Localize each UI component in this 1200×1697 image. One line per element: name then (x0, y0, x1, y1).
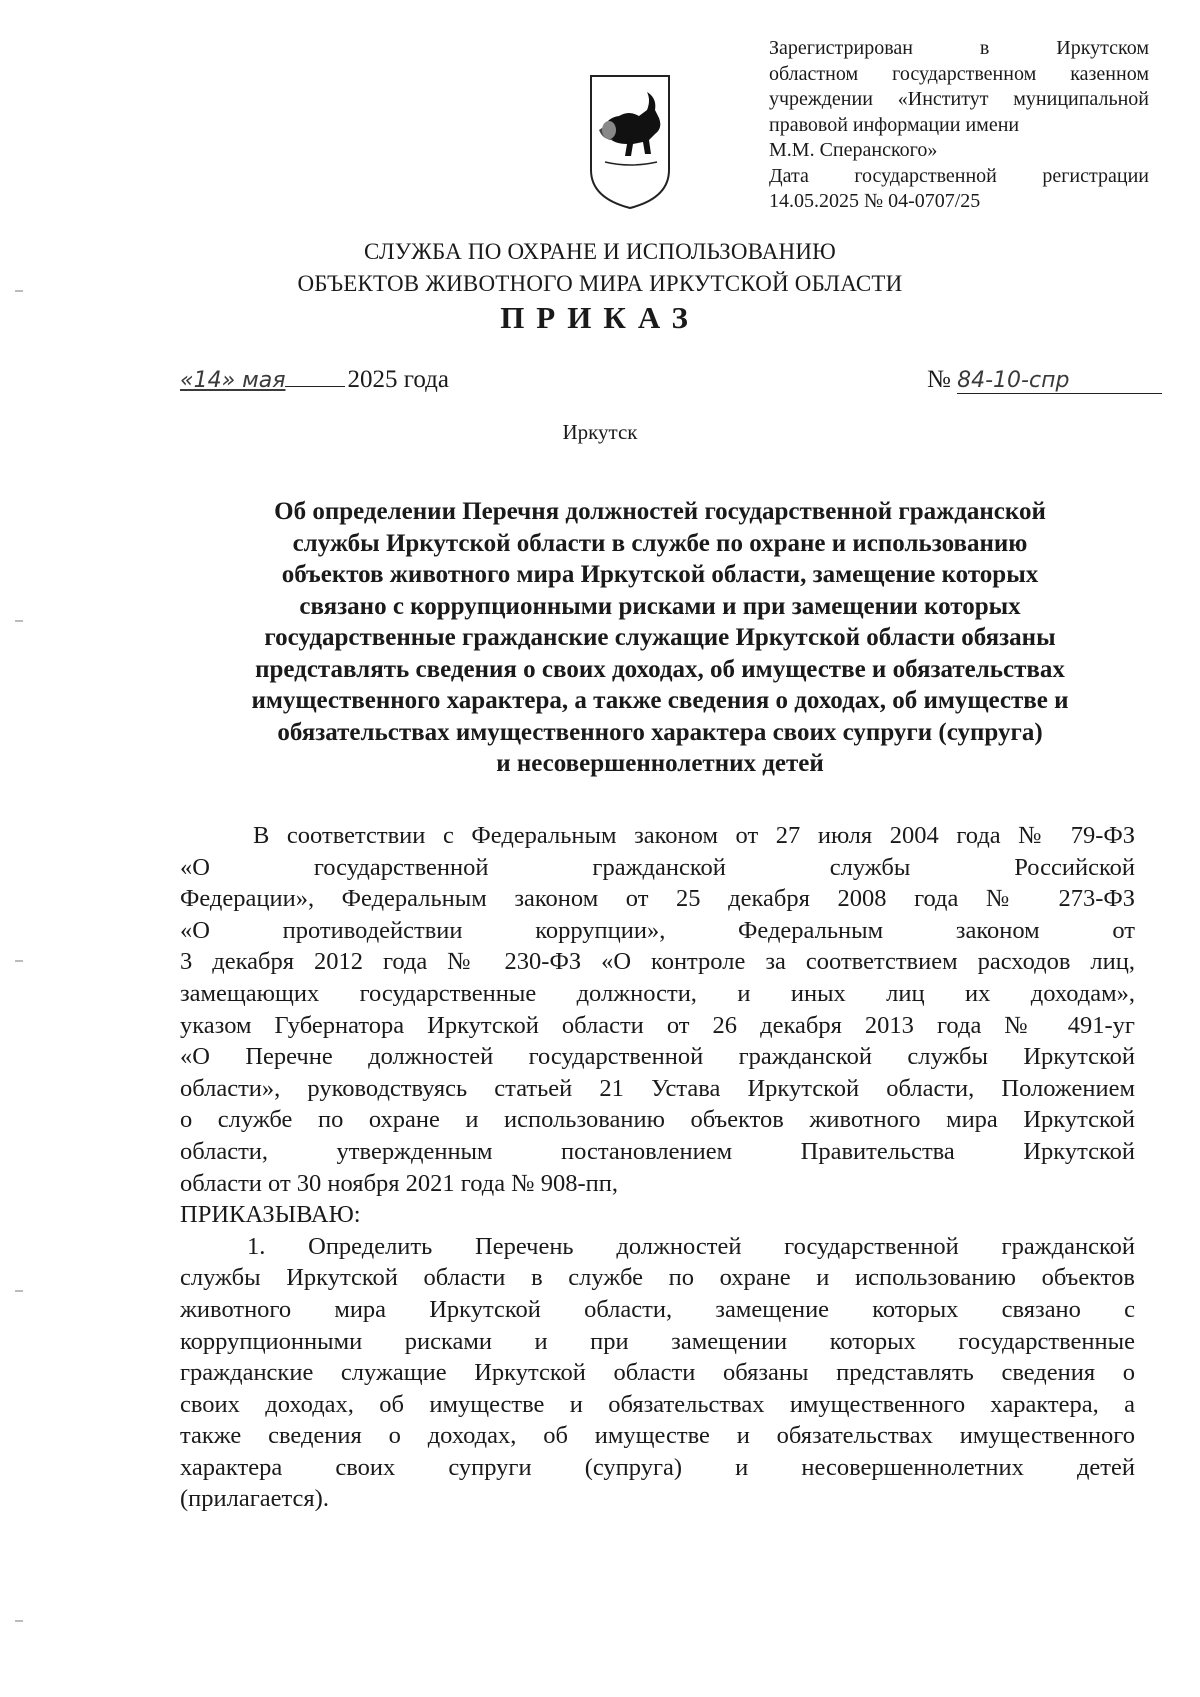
registration-line: областном государственном казенном (769, 62, 1149, 85)
scan-mark (15, 960, 23, 962)
registration-line: учреждении «Институт муниципальной (769, 88, 1149, 110)
agency-name-line-1: СЛУЖБА ПО ОХРАНЕ И ИСПОЛЬЗОВАНИЮ (364, 239, 836, 264)
document-title (180, 496, 1140, 780)
order-word: ПРИКАЗЫВАЮ: (180, 1201, 361, 1229)
handwritten-date: «14» мая (180, 368, 286, 393)
handwritten-number: 84-10-спр (957, 368, 1162, 394)
preamble-line: указом Губернатора Иркутской области от 26 декабря 2013 года № 491-уг (180, 1011, 1135, 1039)
title-line: имущественного характера, а также сведения о доходах, об имуществе и (251, 687, 1069, 714)
scan-mark (15, 290, 23, 292)
order-item-1 (180, 1231, 1135, 1515)
preamble-line: 3 декабря 2012 года № 230-ФЗ «О контроле за соответствием расходов лиц, (180, 948, 1135, 976)
document-body (180, 820, 1135, 1515)
document-type: ПРИКАЗ (500, 300, 700, 335)
title-line: службы Иркутской области в службе по охране и использованию (292, 529, 1028, 557)
item-line: (прилагается). (180, 1485, 329, 1513)
title-line: представлять сведения о своих доходах, об имуществе и обязательствах (255, 655, 1065, 683)
date-year: 2025 года (347, 366, 449, 393)
order-date (180, 366, 449, 394)
scan-mark (15, 1290, 23, 1292)
city: Иркутск (562, 420, 638, 444)
item-line: животного мира Иркутской области, замещение которых связано с (180, 1295, 1135, 1323)
title-line: объектов животного мира Иркутской области, замещение которых (281, 561, 1039, 588)
title-line: Об определении Перечня должностей государственной гражданской (274, 498, 1046, 525)
item-line: коррупционными рисками и при замещении которых государственные (180, 1327, 1135, 1355)
order-number (927, 366, 1162, 394)
item-line: службы Иркутской области в службе по охране и использованию объектов (180, 1264, 1135, 1292)
preamble-line: «О противодействии коррупции», Федеральным законом от (180, 916, 1135, 944)
coat-of-arms-icon (585, 70, 675, 212)
item-line: гражданские служащие Иркутской области обязаны представлять сведения о (180, 1359, 1135, 1387)
preamble-line: «О государственной гражданской службы Российской (180, 853, 1135, 881)
registration-line: Дата государственной регистрации (769, 164, 1149, 187)
preamble-line: В соответствии с Федеральным законом от 27 июля 2004 года № 79-ФЗ (253, 822, 1135, 849)
registration-line: Зарегистрирован в Иркутском (769, 37, 1149, 59)
title-line: обязательствах имущественного характера своих супруги (супруга) (277, 718, 1043, 746)
number-prefix: № (927, 366, 951, 393)
item-line: 1. Определить Перечень должностей государственной гражданской (247, 1232, 1135, 1260)
title-line: государственные гражданские служащие Иркутской области обязаны (264, 624, 1056, 651)
preamble-line: о службе по охране и использованию объектов животного мира Иркутской (180, 1106, 1135, 1134)
registration-stamp (769, 36, 1149, 215)
item-line: также сведения о доходах, об имуществе и обязательствах имущественного (180, 1422, 1135, 1450)
agency-name-line-2: ОБЪЕКТОВ ЖИВОТНОГО МИРА ИРКУТСКОЙ ОБЛАСТИ (297, 271, 903, 296)
registration-line: правовой информации имени (769, 113, 1020, 136)
scan-mark (15, 1620, 23, 1622)
preamble-line: области, утвержденным постановлением Правительства Иркутской (180, 1137, 1135, 1165)
preamble-line: области от 30 ноября 2021 года № 908-пп, (180, 1169, 619, 1197)
preamble-line: «О Перечне должностей государственной гражданской службы Иркутской (180, 1043, 1135, 1071)
item-line: характера своих супруги (супруга) и несовершеннолетних детей (180, 1453, 1135, 1481)
date-underline (285, 386, 345, 387)
title-line: связано с коррупционными рисками и при замещении которых (299, 592, 1021, 620)
registration-line: М.М. Сперанского» (769, 139, 938, 161)
preamble-line: области», руководствуясь статьей 21 Устава Иркутской области, Положением (180, 1074, 1135, 1102)
scan-mark (15, 620, 23, 622)
title-line: и несовершеннолетних детей (496, 750, 824, 777)
preamble-line: Федерации», Федеральным законом от 25 декабря 2008 года № 273-ФЗ (180, 885, 1135, 913)
item-line: своих доходах, об имуществе и обязательствах имущественного характера, а (180, 1390, 1135, 1418)
registration-line: 14.05.2025 № 04-0707/25 (769, 190, 981, 212)
preamble-line: замещающих государственные должности, и иных лиц их доходам», (180, 979, 1135, 1007)
preamble (180, 820, 1135, 1199)
